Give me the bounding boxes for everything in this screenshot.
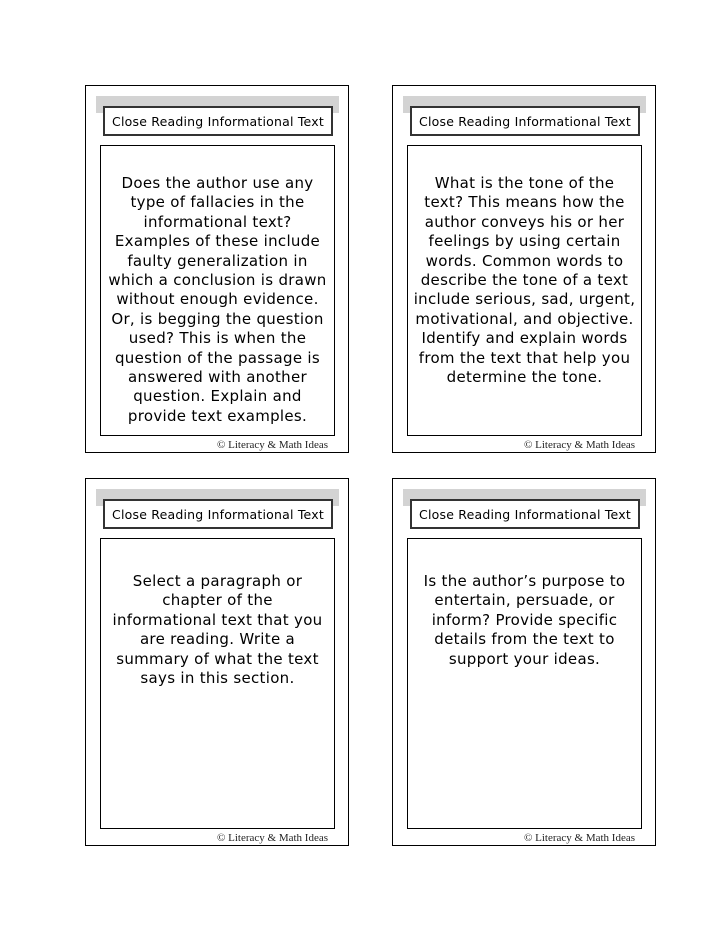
prompt-box	[407, 538, 642, 829]
copyright-notice: © Literacy & Math Ideas	[524, 832, 635, 844]
copyright-notice: © Literacy & Math Ideas	[524, 439, 635, 451]
prompt-box	[100, 538, 335, 829]
card-title: Close Reading Informational Text	[410, 499, 640, 529]
prompt-text: Does the author use any type of fallacies in the informational text? Examples of these include faulty generalization in which a conclusion is drawn without enough evidence. Or, is begging the question used? This is when the question of the passage is answered with another question. Explain and provide text examples.	[108, 174, 327, 425]
copyright-notice: © Literacy & Math Ideas	[217, 832, 328, 844]
card-title: Close Reading Informational Text	[103, 499, 333, 529]
card-title: Close Reading Informational Text	[410, 106, 640, 136]
prompt-box	[100, 145, 335, 436]
task-card	[85, 478, 349, 846]
prompt-text: Select a paragraph or chapter of the informational text that you are reading. Write a summary of what the text says in this section.	[112, 572, 323, 688]
task-card	[85, 85, 349, 453]
prompt-text: Is the author’s purpose to entertain, persuade, or inform? Provide specific details from the text to support your ideas.	[423, 572, 626, 668]
task-card	[392, 478, 656, 846]
prompt-box	[407, 145, 642, 436]
prompt-text: What is the tone of the text? This means how the author conveys his or her feelings by using certain words. Common words to describe the tone of a text include serious, sad, urgent, motivational, and objective. Identify and explain words from the text that help you determine the tone.	[413, 174, 636, 387]
copyright-notice: © Literacy & Math Ideas	[217, 439, 328, 451]
card-title: Close Reading Informational Text	[103, 106, 333, 136]
task-card	[392, 85, 656, 453]
